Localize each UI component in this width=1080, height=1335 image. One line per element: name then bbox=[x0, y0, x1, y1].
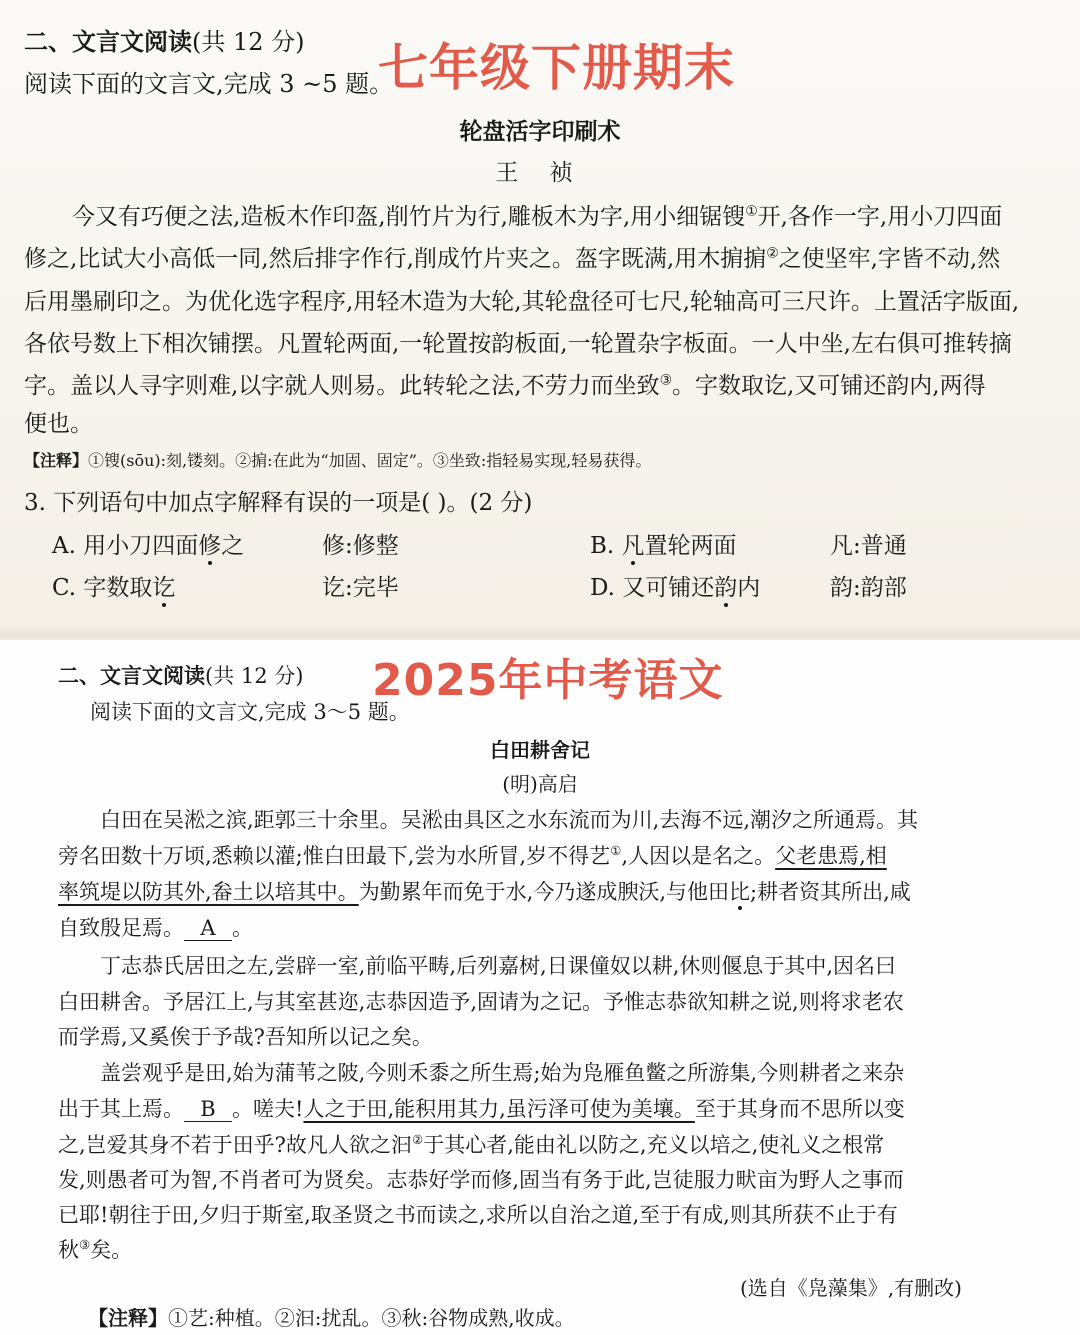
passage-line: 自致殷足焉。 A 。 bbox=[58, 916, 253, 940]
overlay-caption: 七年级下册期末 bbox=[378, 39, 735, 97]
option-a: A. 用小刀四面修之 bbox=[52, 533, 245, 559]
section-heading: 二、文言文阅读(共 12 分) bbox=[24, 27, 305, 56]
source-citation: (选自《凫藻集》,有删改) bbox=[740, 1276, 962, 1300]
passage-line: 修之,比试大小高低一同,然后排字作行,削成竹片夹之。盔字既满,用木掮掮②之使坚牢,字皆不动,然 bbox=[24, 245, 1001, 272]
passage-line: 之,岂爱其身不若于田乎?故凡人欲之汩②于其心者,能由礼以防之,充义以培之,使礼义之根常 bbox=[58, 1132, 885, 1157]
annotation: 【注释】①艺:种植。②汩:扰乱。③秋:谷物成熟,收成。 bbox=[88, 1306, 575, 1330]
option-d: D. 又可铺还韵内 bbox=[590, 575, 761, 601]
passage-line: 丁志恭氏居田之左,尝辟一室,前临平畴,后列嘉树,日课僮奴以耕,休则偃息于其中,因名曰 bbox=[100, 954, 897, 978]
option-b-explanation: 凡:普通 bbox=[830, 533, 907, 559]
section-heading: 二、文言文阅读(共 12 分) bbox=[58, 663, 304, 688]
passage-line: 今又有巧便之法,造板木作印盔,削竹片为行,雕板木为字,用小细锯锼①开,各作一字,用小刀四面 bbox=[72, 203, 1003, 230]
annotation: 【注释】①锼(sōu):刻,镂刻。②掮:在此为“加固、固定”。③坐致:指轻易实现,轻易获得。 bbox=[24, 451, 652, 470]
passage-line: 旁名田数十万顷,悉赖以灌;惟白田最下,尝为水所冒,岁不得艺①,人因以是名之。父老患焉,相 bbox=[58, 843, 887, 868]
passage-title: 白田耕舍记 bbox=[490, 738, 590, 762]
option-c-explanation: 讫:完毕 bbox=[322, 575, 399, 601]
passage-line: 发,则愚者可为智,不肖者可为贤矣。志恭好学而修,固当有务于此,岂徒服力畎亩为野人之事而 bbox=[58, 1168, 904, 1192]
question-3: 3. 下列语句中加点字解释有误的一项是( )。(2 分) bbox=[24, 490, 533, 516]
passage-author: (明)高启 bbox=[502, 772, 578, 796]
instruction: 阅读下面的文言文,完成 3 ~5 题。 bbox=[24, 70, 394, 98]
option-a-explanation: 修:修整 bbox=[322, 533, 399, 559]
passage-line: 已耶!朝往于田,夕归于斯室,取圣贤之书而读之,求所以自治之道,至于有成,则其所获不止于有 bbox=[58, 1203, 898, 1227]
passage-line: 白田耕舍。予居江上,与其室甚迩,志恭因造予,固请为之记。予惟志恭欲知耕之说,则将求老农 bbox=[58, 990, 904, 1014]
blank-b: B bbox=[184, 1097, 232, 1122]
option-b: B. 凡置轮两面 bbox=[590, 533, 737, 559]
passage-line: 白田在吴淞之滨,距郭三十余里。吴淞由具区之水东流而为川,去海不远,潮汐之所通焉。其 bbox=[100, 808, 919, 832]
option-d-explanation: 韵:韵部 bbox=[830, 575, 907, 601]
option-c: C. 字数取讫 bbox=[52, 575, 176, 601]
passage-line: 而学焉,又奚俟于予哉?吾知所以记之矣。 bbox=[58, 1025, 433, 1049]
instruction: 阅读下面的文言文,完成 3～5 题。 bbox=[90, 700, 410, 724]
passage-line: 率筑堤以防其外,畚土以培其中。为勤累年而免于水,今乃遂成腴沃,与他田比;耕者资其所出,咸 bbox=[58, 880, 911, 904]
passage-line: 便也。 bbox=[24, 411, 93, 437]
passage-line: 盖尝观乎是田,始为蒲苇之陂,今则禾黍之所生焉;始为凫雁鱼鳖之所游集,今则耕者之来杂 bbox=[100, 1061, 905, 1085]
passage-line: 出于其上焉。 B 。嗟夫!人之于田,能积用其力,虽污泽可使为美壤。至于其身而不思所以变 bbox=[58, 1097, 905, 1121]
passage-title: 轮盘活字印刷术 bbox=[459, 118, 621, 145]
passage-line: 字。盖以人寻字则难,以字就人则易。此转轮之法,不劳力而坐致③。字数取讫,又可铺还韵内,两得 bbox=[24, 372, 986, 399]
overlay-caption: 2025年中考语文 bbox=[372, 655, 724, 706]
passage-line: 秋③矣。 bbox=[58, 1237, 133, 1262]
passage-author: 王 祯 bbox=[495, 160, 585, 186]
blank-a: A bbox=[184, 916, 232, 941]
passage-line: 各依号数上下相次铺摆。凡置轮两面,一轮置按韵板面,一轮置杂字板面。一人中坐,左右俱可推转摘 bbox=[24, 331, 1012, 357]
passage-line: 后用墨刷印之。为优化选字程序,用轻木造为大轮,其轮盘径可七尺,轮轴高可三尺许。上置活字版面, bbox=[24, 289, 1020, 315]
